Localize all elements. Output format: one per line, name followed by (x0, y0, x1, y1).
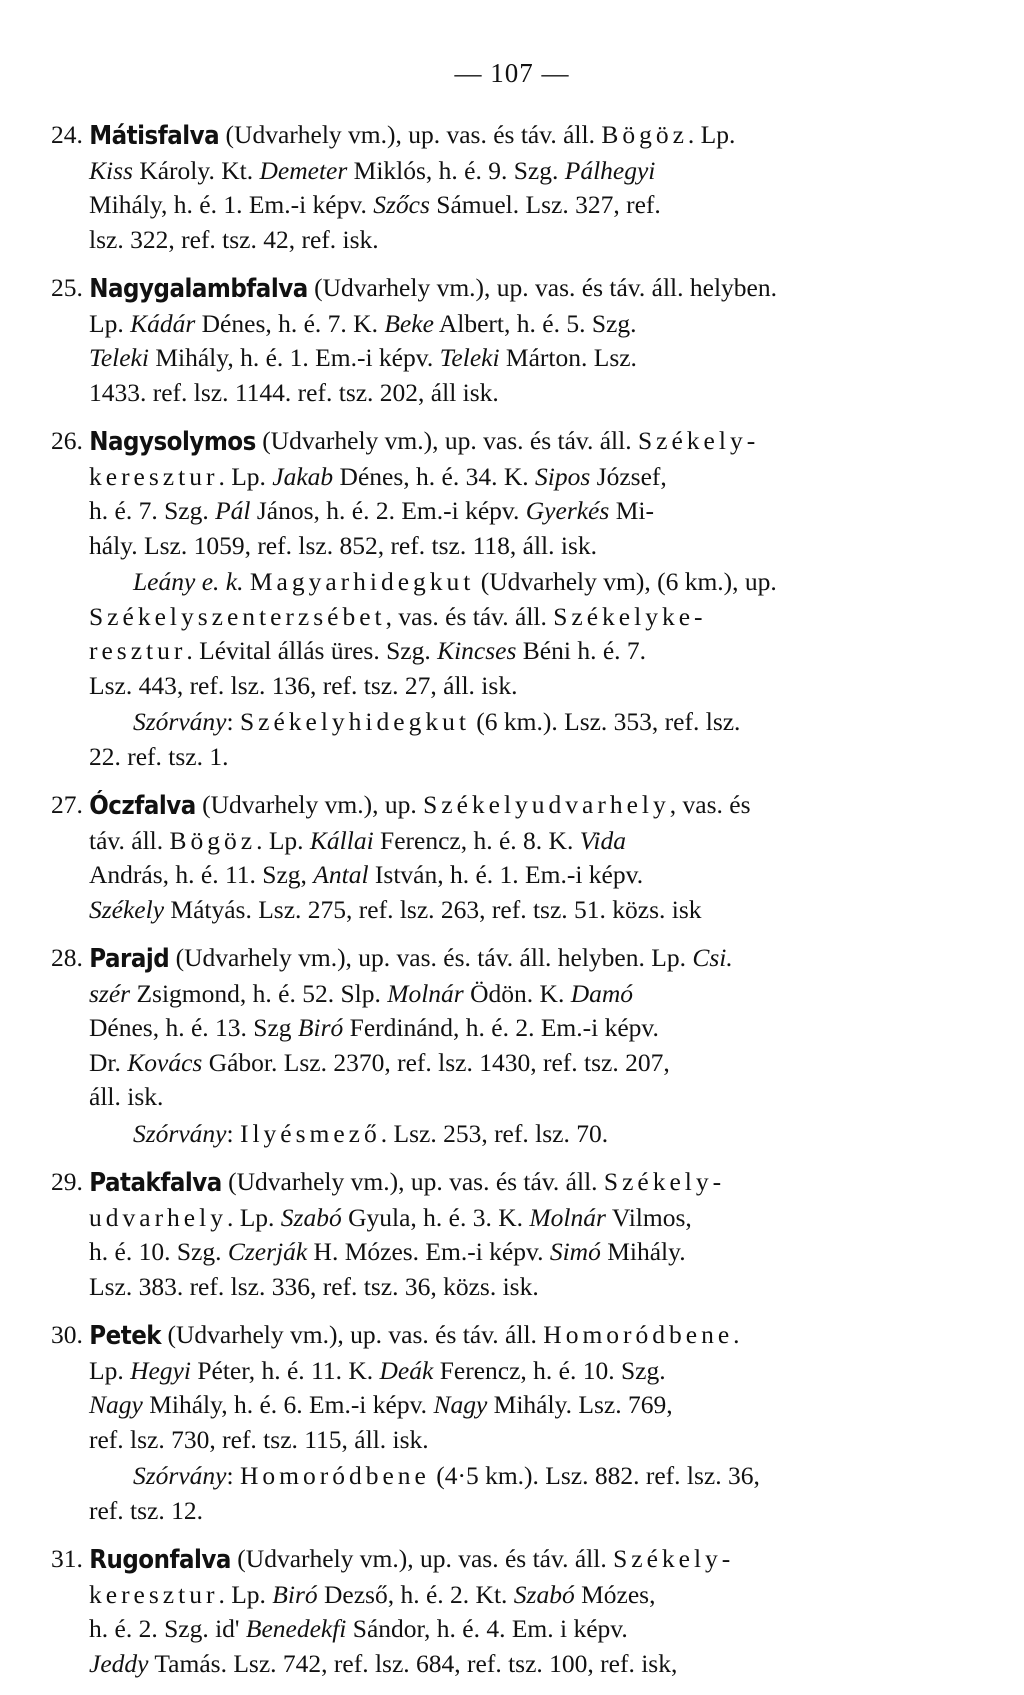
sub-entry-line: Szórvány: Ilyésmező. Lsz. 253, ref. lsz. 70. (133, 1118, 609, 1148)
entry-line (0, 941, 1024, 977)
village-name: Óczfalva (89, 791, 196, 821)
village-entry (0, 1165, 1024, 1304)
entry-text: hály. Lsz. 1059, ref. lsz. 852, ref. tsz. 118, áll. isk. (89, 530, 597, 560)
entry-text: Lp. Kádár Dénes, h. é. 7. K. Beke Albert, h. é. 5. Szg. (89, 308, 637, 338)
entry-line (0, 1578, 1024, 1613)
sub-entry-line: ref. tsz. 12. (89, 1495, 204, 1525)
entry-text: Mihály, h. é. 1. Em.-i képv. Szőcs Sámuel. Lsz. 327, ref. (89, 190, 661, 219)
village-name: Parajd (89, 944, 170, 974)
entry-text: Jeddy Tamás. Lsz. 742, ref. lsz. 684, ref. tsz. 100, ref. isk, (89, 1648, 678, 1678)
entry-line (0, 977, 1024, 1012)
sub-entry-line: Székelyszenterzsébet, vas. és táv. áll. Székelyke- (89, 601, 707, 631)
entry-line (0, 341, 1024, 376)
village-name: Nagygalambfalva (89, 274, 308, 304)
entry-text: lsz. 322, ref. tsz. 42, ref. isk. (89, 224, 379, 254)
sub-entry-line: 22. ref. tsz. 1. (89, 741, 229, 771)
entry-number: 27. (51, 790, 90, 819)
entry-text: (Udvarhely vm.), up. vas. és táv. áll. Bögöz. Lp. (225, 120, 736, 149)
sub-entry-line: Lsz. 443, ref. lsz. 136, ref. tsz. 27, áll. isk. (89, 670, 518, 700)
entry-text: keresztur. Lp. Biró Dezső, h. é. 2. Kt. Szabó Mózes, (89, 1579, 656, 1609)
entry-text: Dr. Kovács Gábor. Lsz. 2370, ref. lsz. 1430, ref. tsz. 207, (89, 1047, 670, 1077)
entry-line (0, 1354, 1024, 1389)
village-name: Nagysolymos (89, 427, 256, 457)
entry-text: táv. áll. Bögöz. Lp. Kállai Ferencz, h. é. 8. K. Vida (89, 825, 626, 855)
entry-line (0, 424, 1024, 460)
entry-text: (Udvarhely vm.), up. vas. és táv. áll. Székely- (262, 426, 760, 455)
entry-number: 31. (51, 1544, 90, 1573)
entry-line (0, 1542, 1024, 1578)
village-entry (0, 1542, 1024, 1681)
village-entry (0, 118, 1024, 257)
page-number: — 107 — (454, 58, 570, 88)
entry-line (0, 893, 1024, 928)
entry-text: h. é. 7. Szg. Pál János, h. é. 2. Em.-i képv. Gyerkés Mi- (89, 496, 654, 525)
entry-text: keresztur. Lp. Jakab Dénes, h. é. 34. K. Sipos József, (89, 461, 667, 491)
entry-line (0, 271, 1024, 307)
entry-text: (Udvarhely vm.), up. vas. és táv. áll. Székely- (228, 1167, 726, 1196)
entry-line (0, 1235, 1024, 1270)
entry-line (0, 1201, 1024, 1236)
entry-text: (Udvarhely vm.), up. vas. és táv. áll. Homoródbene. (167, 1320, 740, 1349)
page-content (0, 118, 1024, 1695)
entry-text: 1433. ref. lsz. 1144. ref. tsz. 202, áll isk. (89, 377, 499, 407)
village-name: Petek (89, 1321, 162, 1351)
entry-text: Lsz. 383. ref. lsz. 336, ref. tsz. 36, közs. isk. (89, 1271, 539, 1301)
entry-line (0, 376, 1024, 411)
sub-entry-line: Leány e. k. Magyarhidegkut (Udvarhely vm), (6 km.), up. (133, 567, 777, 596)
entry-line (0, 118, 1024, 154)
sub-entry-line: Szórvány: Homoródbene (4·5 km.). Lsz. 882. ref. lsz. 36, (133, 1461, 760, 1490)
entry-text: Dénes, h. é. 13. Szg Biró Ferdinánd, h. é. 2. Em.-i képv. (89, 1013, 659, 1042)
entry-line (0, 1388, 1024, 1423)
sub-entry-line: Szórvány: Székelyhidegkut (6 km.). Lsz. 353, ref. lsz. (133, 707, 741, 736)
entry-text: András, h. é. 11. Szg, Antal István, h. é. 1. Em.-i képv. (89, 860, 644, 889)
entry-text: udvarhely. Lp. Szabó Gyula, h. é. 3. K. Molnár Vilmos, (89, 1202, 692, 1232)
entry-text: (Udvarhely vm.), up. vas. és táv. áll. helyben. (314, 273, 777, 302)
sub-entry (0, 1459, 1024, 1528)
entry-line (0, 1011, 1024, 1046)
entry-text: ref. lsz. 730, ref. tsz. 115, áll. isk. (89, 1424, 429, 1454)
entry-line (0, 529, 1024, 564)
entry-line (0, 223, 1024, 258)
entry-text: h. é. 10. Szg. Czerják H. Mózes. Em.-i képv. Simó Mihály. (89, 1237, 686, 1266)
entry-text: (Udvarhely vm.), up. vas. és táv. áll. Székely- (237, 1544, 735, 1573)
entry-line (0, 1318, 1024, 1354)
entry-number: 24. (51, 120, 90, 149)
entry-line (0, 1423, 1024, 1458)
village-name: Rugonfalva (89, 1545, 231, 1575)
entry-number: 30. (51, 1320, 90, 1349)
entry-text: Székely Mátyás. Lsz. 275, ref. lsz. 263, ref. tsz. 51. közs. isk (89, 894, 702, 924)
entry-line (0, 188, 1024, 223)
entry-line (0, 307, 1024, 342)
entry-line (0, 788, 1024, 824)
entry-text: h. é. 2. Szg. id' Benedekfi Sándor, h. é. 4. Em. i képv. (89, 1614, 628, 1643)
village-entry (0, 1318, 1024, 1528)
entry-line (0, 1647, 1024, 1682)
entry-text: (Udvarhely vm.), up. Székelyudvarhely, vas. és (202, 790, 751, 819)
sub-entry-line: resztur. Lévital állás üres. Szg. Kincses Béni h. é. 7. (89, 636, 647, 665)
sub-entry (0, 565, 1024, 703)
entry-line (0, 460, 1024, 495)
entry-text: szér Zsigmond, h. é. 52. Slp. Molnár Ödön. K. Damó (89, 978, 634, 1008)
entry-line (0, 1612, 1024, 1647)
entry-line (0, 1165, 1024, 1201)
village-entry (0, 941, 1024, 1151)
entry-line (0, 858, 1024, 893)
village-name: Patakfalva (89, 1168, 222, 1198)
entry-text: áll. isk. (89, 1082, 164, 1111)
entry-line (0, 1046, 1024, 1081)
village-entry (0, 424, 1024, 774)
sub-entry (0, 705, 1024, 774)
sub-entry (0, 1117, 1024, 1152)
entry-text: Teleki Mihály, h. é. 1. Em.-i képv. Teleki Márton. Lsz. (89, 343, 637, 372)
entry-line (0, 154, 1024, 189)
entry-text: (Udvarhely vm.), up. vas. és. táv. áll. helyben. Lp. Csi. (175, 943, 733, 972)
entry-number: 25. (51, 273, 90, 302)
entry-text: Lp. Hegyi Péter, h. é. 11. K. Deák Ferencz, h. é. 10. Szg. (89, 1355, 666, 1385)
entry-text: Nagy Mihály, h. é. 6. Em.-i képv. Nagy Mihály. Lsz. 769, (89, 1390, 673, 1419)
entry-line (0, 824, 1024, 859)
village-name: Mátisfalva (89, 121, 220, 151)
entry-number: 26. (51, 426, 90, 455)
village-entry (0, 271, 1024, 410)
entry-line (0, 1080, 1024, 1115)
entry-line (0, 494, 1024, 529)
entry-number: 28. (51, 943, 90, 972)
village-entry (0, 788, 1024, 927)
entry-text: Kiss Károly. Kt. Demeter Miklós, h. é. 9. Szg. Pálhegyi (89, 155, 656, 185)
entry-number: 29. (51, 1167, 90, 1196)
entry-line (0, 1270, 1024, 1305)
